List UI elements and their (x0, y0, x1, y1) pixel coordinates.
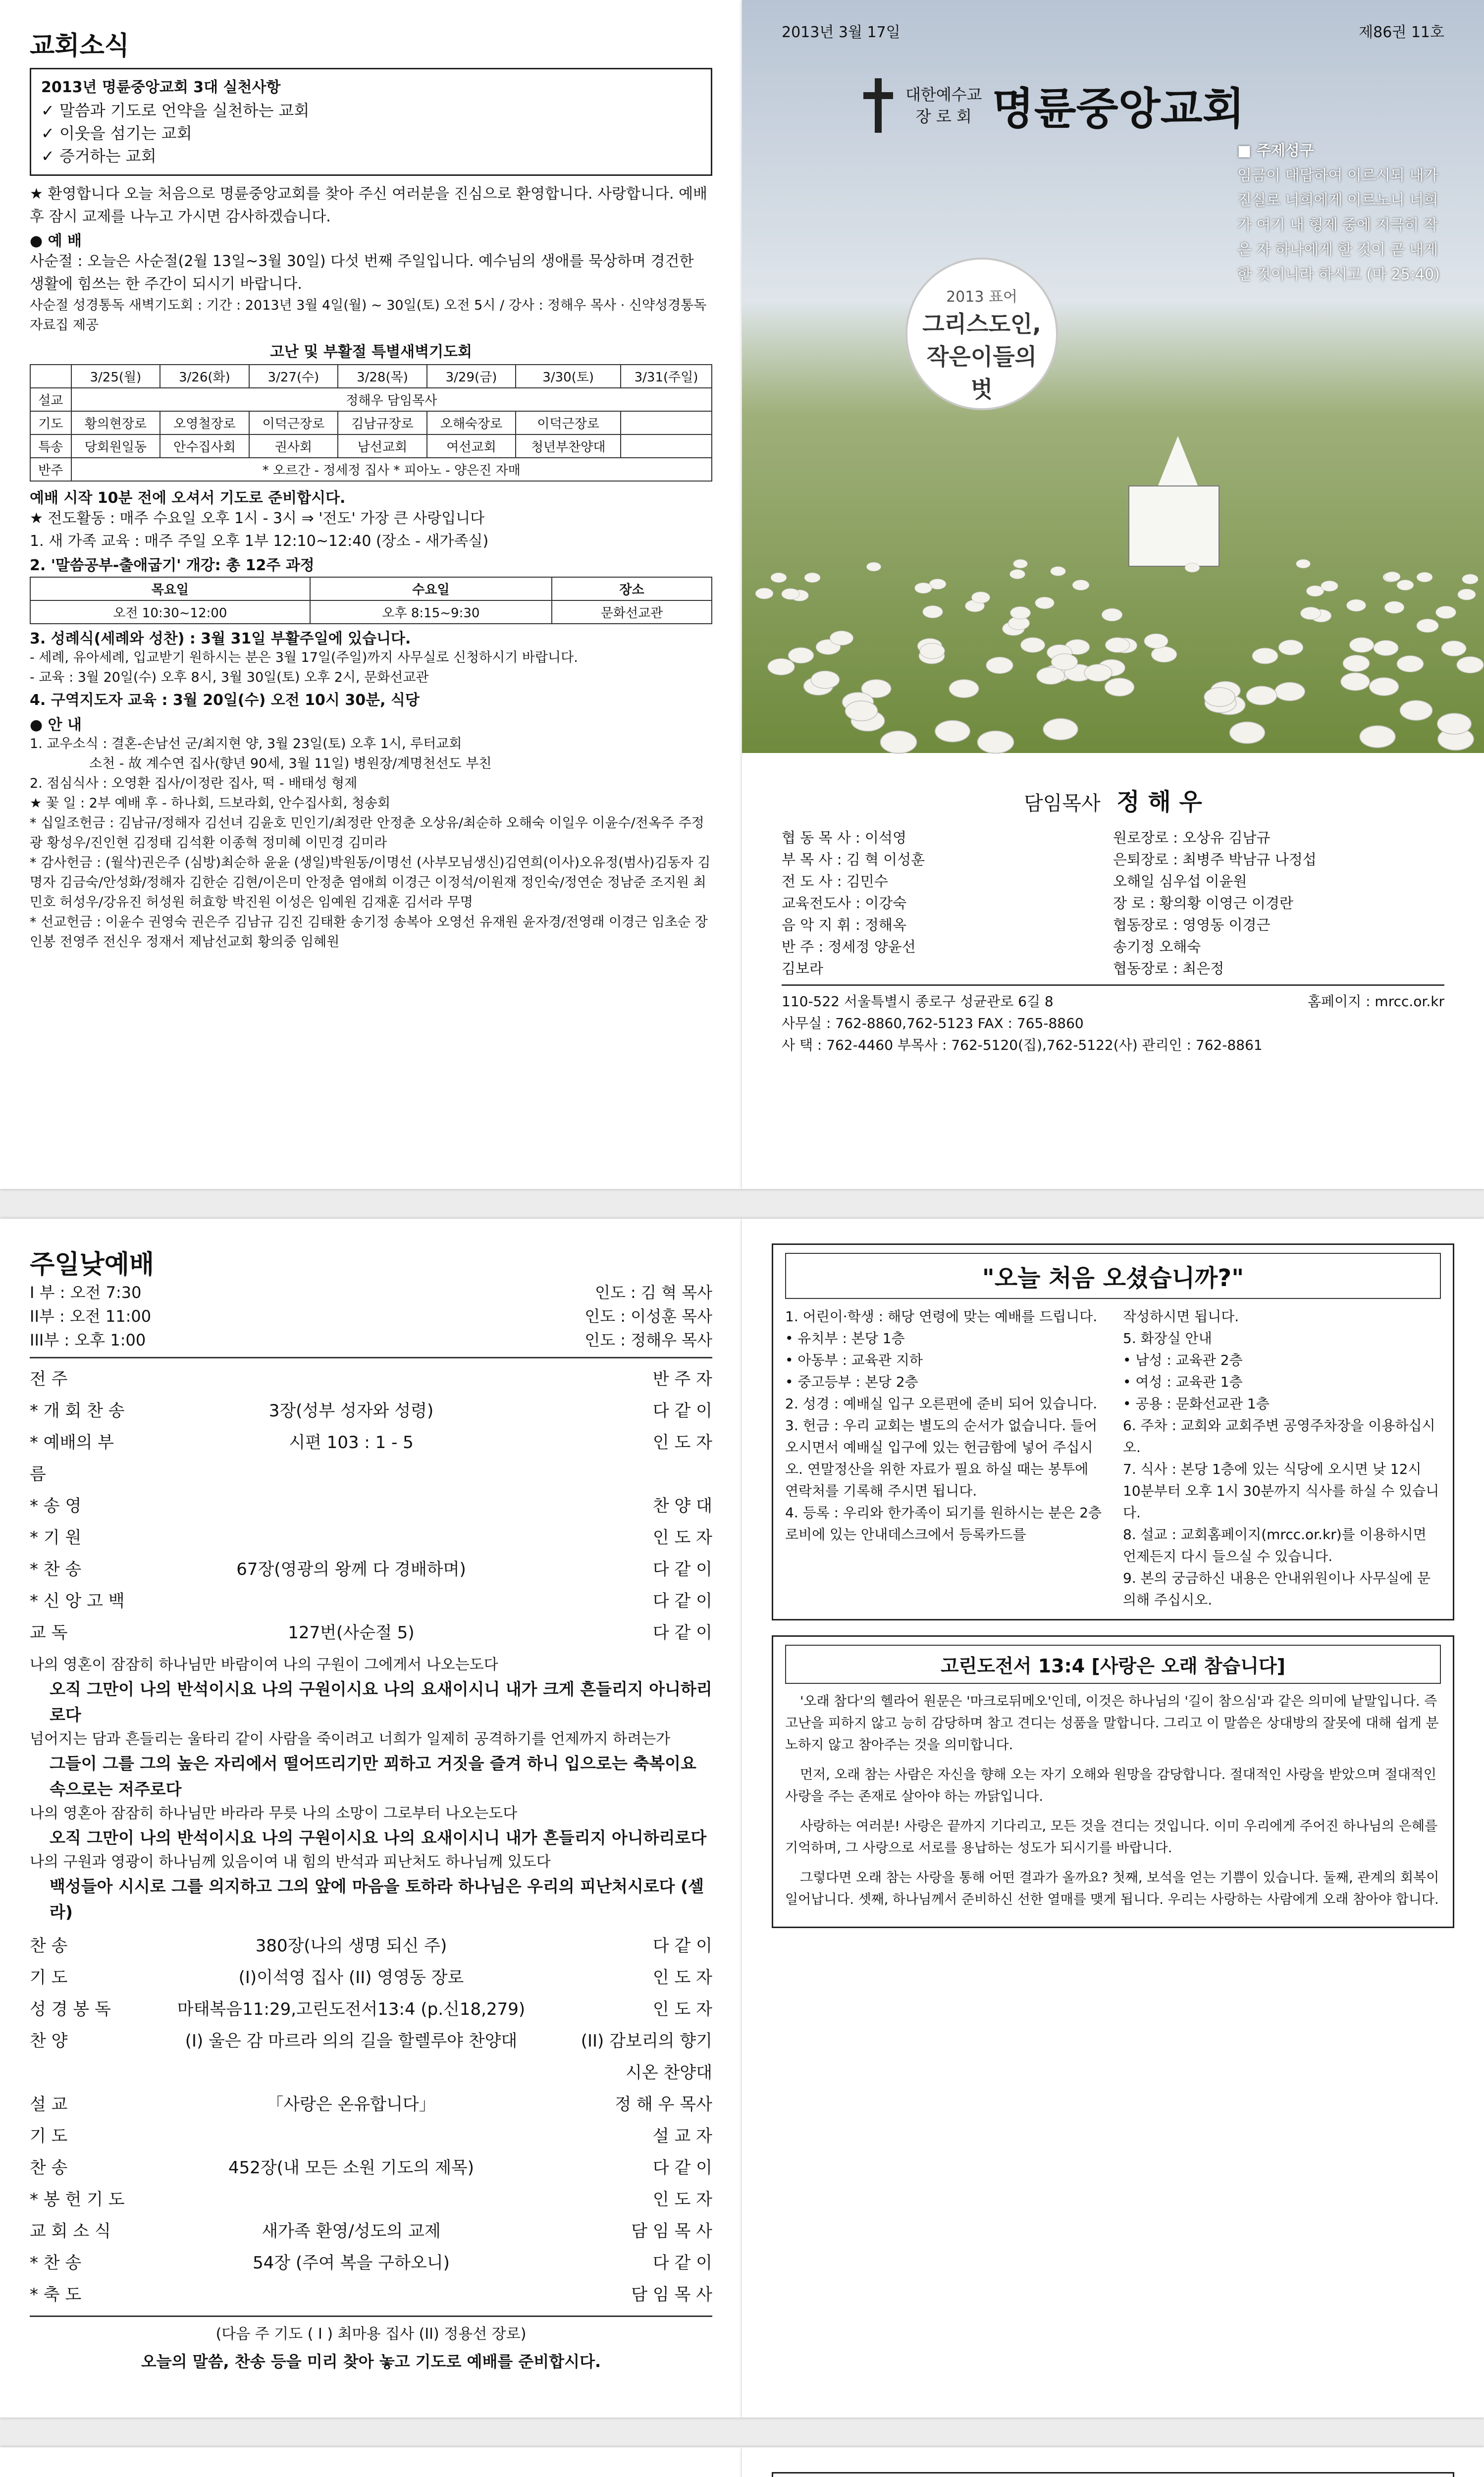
sermon-summary (785, 1691, 1441, 1911)
guide-item: 2. 점심식사 : 오영환 집사/이정란 집사, 떡 - 배태성 형제 (30, 776, 358, 791)
sheep-shape (915, 583, 933, 593)
news-title: 교회소식 (30, 31, 129, 61)
welcome-item: 5. 화장실 안내 (1123, 1330, 1212, 1346)
order-item-detail (129, 2279, 574, 2311)
order-item-detail (129, 1585, 574, 1617)
table-row: 반주 * 오르간 - 정세정 집사 * 피아노 - 양은진 자매 (30, 458, 712, 481)
order-item-leader: 담 임 목 사 (631, 2221, 712, 2241)
order-item-detail: (I)이석영 집사 (II) 영영동 장로 (238, 1968, 464, 1988)
sheep-shape (977, 731, 1014, 754)
sunday-worship-title: 주일낮예배 (30, 1250, 155, 1280)
order-item-label: 전 주 (30, 1369, 68, 1389)
holyweek-table (30, 364, 712, 482)
bible-study-title: 2. '말씀공부-출애굽기' 개강: 총 12주 과정 (30, 557, 315, 574)
sheep-shape (771, 573, 787, 583)
preparation-note: 오늘의 말씀, 찬송 등을 미리 찾아 놓고 기도로 예배를 준비합시다. (141, 2352, 601, 2371)
sermon-paragraph: 사랑하는 여러분! 사랑은 끝까지 기다리고, 모든 것을 견디는 것입니다. 이미 우리에게 주어진 하나님의 은혜를 기억하며, 그 사랑으로 서로를 용납하는 성도가 되시기를 바랍니다. (785, 1819, 1438, 1856)
sheep-shape (1374, 640, 1399, 656)
order-item-leader: 설 교 자 (652, 2126, 712, 2146)
order-item-leader: 다 같 이 (652, 1401, 712, 1421)
church-name: 명륜중앙교회 (992, 83, 1245, 134)
holyweek-note: 예배 시작 10분 전에 오셔서 기도로 준비합시다. (30, 489, 346, 507)
order-item-leader: (II) 감보리의 향기 시온 찬양대 (581, 2031, 712, 2083)
motto-badge: 2013 표어 그리스도인, 작은이들의 벗 (905, 258, 1058, 410)
order-row (30, 1617, 712, 1649)
theme-verse-title: ■ 주제성구 (1237, 142, 1314, 160)
holyweek-title: 고난 및 부활절 특별새벽기도회 (269, 343, 473, 361)
sheep-shape (919, 643, 945, 659)
sheep-shape (811, 671, 840, 689)
guide-item: ★ 꽃 일 : 2부 예배 후 - 하나회, 드보라회, 안수집사회, 청송회 (30, 796, 391, 811)
sheep-shape (1384, 572, 1400, 582)
order-row (30, 1522, 712, 1554)
responsive-line: 넘어지는 담과 흔들리는 울타리 같이 사람을 죽이려고 너희가 일제히 공격하기를 언제까지 하려는가 (30, 1730, 671, 1748)
sheep-shape (986, 657, 1013, 674)
responsive-line: 오직 그만이 나의 반석이시요 나의 구원이시요 나의 요새이시니 내가 흔들리지 아니하리로다 (50, 1828, 707, 1847)
sheep-shape (1072, 580, 1089, 591)
sheep-shape (867, 562, 882, 572)
order-item-leader: 정 해 우 목사 (615, 2095, 712, 2114)
responsive-line: 나의 영혼아 잠잠히 하나님만 바라라 무릇 나의 소망이 그로부터 나오는도다 (30, 1805, 518, 1822)
order-item-detail: 127번(사순절 5) (288, 1623, 415, 1643)
table-row: 설교 정해우 담임목사 (30, 388, 712, 411)
afternoon-worship-title (30, 2472, 712, 2477)
welcome-item: 4. 등록 : 우리와 한가족이 되기를 원하시는 분은 2층 로비에 있는 안내데스크에서 등록카드를 (785, 1505, 1102, 1543)
order-item-detail (129, 2184, 574, 2215)
sheep-shape (1296, 559, 1310, 568)
worship-order-continued (30, 1930, 712, 2311)
church-address: 110-522 서울특별시 종로구 성균관로 6길 8 (782, 993, 1054, 1010)
order-item-leader: 다 같 이 (652, 2158, 712, 2178)
welcome-item: • 중고등부 : 본당 2층 (785, 1374, 918, 1390)
sheep-shape (755, 588, 773, 599)
sheep-shape (1384, 601, 1404, 613)
bulletin-page-welcome-sermon (742, 1219, 1484, 2418)
sheep-shape (1359, 725, 1395, 748)
order-row (30, 1585, 712, 1617)
welcome-item: 2. 성경 : 예배실 입구 오른편에 준비 되어 있습니다. (785, 1396, 1098, 1412)
practice-item: ✓ 이웃을 섬기는 교회 (41, 124, 192, 143)
welcome-item: 7. 식사 : 본당 1층에 있는 식당에 오시면 낮 12시 10분부터 오후 1시 30분까지 식사를 하실 수 있습니다. (1123, 1461, 1439, 1521)
bulletin-page-news (0, 0, 742, 1189)
order-row (30, 1993, 712, 2025)
order-item-label: * 개 회 찬 송 (30, 1401, 125, 1421)
order-item-label: 설 교 (30, 2095, 68, 2114)
order-item-detail: (I) 울은 감 마르라 의의 길을 할렐루야 찬양대 (185, 2031, 518, 2051)
order-row (30, 2247, 712, 2279)
order-row (30, 1962, 712, 1993)
welcome-right-column (1123, 1306, 1441, 1611)
order-row (30, 2025, 712, 2089)
order-item-detail: 54장 (주여 복을 구하오니) (253, 2253, 450, 2273)
order-item-leader: 찬 양 대 (652, 1496, 712, 1516)
welcome-title: "오늘 처음 오셨습니까?" (785, 1253, 1441, 1299)
responsive-line: 그들이 그를 그의 높은 자리에서 떨어뜨리기만 꾀하고 거짓을 즐겨 하니 입으로는 축복이요 속으로는 저주로다 (50, 1754, 696, 1799)
sheep-shape (1246, 686, 1277, 705)
practice-box (30, 68, 712, 176)
sheep-shape (1102, 608, 1122, 621)
table-row: 기도 황의현장로 오영철장로 이덕근장로 김남규장로 오해숙장로 이덕근장로 (30, 411, 712, 434)
order-row (30, 2184, 712, 2215)
sheep-shape (1105, 637, 1130, 652)
order-item-leader: 인 도 자 (652, 2190, 712, 2209)
order-item-leader: 다 같 이 (652, 1936, 712, 1956)
order-item-leader: 인 도 자 (652, 1433, 712, 1453)
sermon-title: 고린도전서 13:4 [사랑은 오래 참습니다] (785, 1645, 1441, 1684)
bible-study-table (30, 577, 712, 624)
welcome-item: 1. 어린이·학생 : 해당 연령에 맞는 예배를 드립니다. (785, 1308, 1098, 1325)
order-item-detail (129, 1522, 574, 1554)
sheep-shape (1105, 678, 1134, 697)
worship-heading: ● 예 배 (30, 232, 82, 250)
bulletin-page-calendar-missions (742, 2447, 1484, 2477)
sheep-shape (935, 720, 970, 742)
order-item-detail: 380장(나의 생명 되신 주) (255, 1936, 447, 1956)
table-row: 목요일 수요일 장소 (30, 577, 712, 600)
order-item-label: * 기 원 (30, 1528, 82, 1548)
worship-order (30, 1363, 712, 1649)
order-item-label: 찬 양 (30, 2031, 68, 2051)
guide-item: 소천 - 故 계수연 집사(향년 90세, 3월 11일) 병원장/계명천선도 부친 (89, 756, 492, 771)
order-item-leader: 반 주 자 (652, 1369, 712, 1389)
sheep-shape (1369, 677, 1399, 696)
welcome-item: • 유치부 : 본당 1층 (785, 1330, 905, 1346)
order-item-label: 성 경 봉 독 (30, 1999, 111, 2019)
sheep-shape (1462, 574, 1479, 585)
staff-row: 교육전도사 : 이강숙 장 로 : 황의황 이영근 이경란 (782, 895, 1294, 912)
sheep-shape (830, 631, 853, 646)
order-row (30, 2152, 712, 2184)
sheep-shape (1274, 682, 1305, 701)
order-item-label: 기 도 (30, 1968, 68, 1988)
order-item-leader: 인 도 자 (652, 1999, 712, 2019)
sheep-shape (1416, 619, 1438, 633)
order-item-label: 교 회 소 식 (30, 2221, 111, 2241)
sheep-shape (1252, 648, 1278, 664)
order-row (30, 2120, 712, 2152)
sheep-shape (1349, 637, 1374, 652)
order-item-detail: 67장(영광의 왕께 다 경배하며) (236, 1560, 466, 1579)
guide-item: * 선교헌금 : 이윤수 권영숙 권은주 김남규 김진 김태환 송기정 송복아 오영선 유재원 윤자경/전영래 이경근 임초순 장인봉 전영주 전신우 정재서 제남선교회 황의중 임혜원 (30, 915, 708, 950)
sheep-shape (949, 679, 979, 698)
order-row (30, 2089, 712, 2120)
welcome-item: • 여성 : 교육관 1층 (1123, 1374, 1243, 1390)
sheep-shape (1441, 641, 1466, 656)
bulletin-page-sunday-worship (0, 1219, 742, 2418)
order-item-label: * 찬 송 (30, 2253, 82, 2273)
sheep-shape (1051, 653, 1078, 670)
guide-item: * 감사헌금 : (월삭)권은주 (심방)최순하 윤윤 (생일)박원동/이명선 (사부모님생신)김연희(이사)오유정(범사)김동자 김명자 김금숙/안성화/정해자 김한순 김현/이은미 안정춘 염애희 이경근 이정석/이원재 정인숙/정연순 정남준 조지원 최민호 허성우/강유진 허성원 허효항 박진원 이성은 임예원 김재훈 김서라 무명 (30, 855, 711, 910)
order-item-leader: 다 같 이 (652, 1623, 712, 1643)
sheep-shape (1300, 607, 1321, 620)
lent-note: 사순절 : 오늘은 사순절(2월 13일~3월 30일) 다섯 번째 주일입니다. 예수님의 생애를 묵상하며 경건한 생활에 힘쓰는 한 주간이 되시기 바랍니다. (30, 253, 694, 293)
bulletin-cover (742, 0, 1484, 1189)
lent-revival-note: 사순절 성경통독 새벽기도회 : 기간 : 2013년 3월 4일(월) ~ 30일(토) 오전 5시 / 강사 : 정해우 목사 · 신약성경통독 자료집 제공 (30, 298, 707, 333)
sheep-shape (1184, 563, 1199, 573)
responsive-line: 백성들아 시시로 그를 의지하고 그의 앞에 마음을 토하라 하나님은 우리의 피난처시로다 (셀라) (50, 1877, 704, 1922)
newfamily-note: 1. 새 가족 교육 : 매주 주일 오후 1부 12:10~12:40 (장소 - 새가족실) (30, 533, 489, 550)
pastor-name: 정 해 우 (1116, 788, 1202, 816)
sheep-shape (788, 647, 814, 663)
service-time: III부 : 오후 1:00 인도 : 정해우 목사 (30, 1331, 712, 1349)
responsive-line: 나의 구원과 영광이 하나님께 있음이여 내 힘의 반석과 피난처도 하나님께 있도다 (30, 1853, 551, 1871)
sheep-shape (1009, 569, 1025, 579)
other-phones: 사 택 : 762-4460 부목사 : 762-5120(집),762-5122(사) 관리인 : 762-8861 (782, 1037, 1263, 1053)
denomination-line1: 대한예수교 (905, 85, 982, 104)
sheep-shape (1458, 589, 1476, 600)
welcome-note: ★ 환영합니다 오늘 처음으로 명륜중앙교회를 찾아 주신 여러분을 진심으로 환영합니다. 사랑합니다. 예배 후 잠시 교제를 나누고 가시면 감사하겠습니다. (30, 185, 708, 225)
sheep-shape (1416, 572, 1432, 582)
sermon-paragraph: 그렇다면 오래 참는 사랑을 통해 어떤 결과가 올까요? 첫째, 보석을 얻는 기쁨이 있습니다. 둘째, 관계의 회복이 일어납니다. 셋째, 하나님께서 준비하신 선한 열매를 맺게 됩니다. 우리는 사랑하는 사람에게 오래 참아야 합니다. (785, 1870, 1439, 1907)
sheep-shape (1396, 655, 1424, 672)
order-row (30, 1395, 712, 1427)
order-row (30, 1427, 712, 1490)
theme-verse: 임금이 대답하여 이르시되 내가 진실로 너희에게 이르노니 너희가 여기 내 형제 중에 지극히 작은 자 하나에게 한 것이 곧 내게 한 것이니라 하시고 (마 25:40) (1237, 167, 1440, 283)
bulletin-date: 2013년 3월 17일 (782, 24, 901, 41)
guide-heading: ● 안 내 (30, 716, 82, 734)
sheep-shape (1151, 646, 1176, 663)
order-row (30, 1363, 712, 1395)
sheep-shape (1435, 606, 1456, 619)
baptism-detail: - 세례, 유아세례, 입교받기 원하시는 분은 3월 17일(주일)까지 사무실로 신청하시기 바랍니다. (30, 650, 578, 665)
bulletin-page-other-services (0, 2447, 742, 2477)
church-homepage: 홈페이지 : mrcc.or.kr (1308, 993, 1444, 1010)
sheep-shape (845, 701, 878, 722)
welcome-item: • 아동부 : 교육관 지하 (785, 1352, 923, 1368)
order-item-label: * 신 앙 고 백 (30, 1591, 125, 1611)
staff-row: 반 주 : 정세정 양윤선 송기정 오해숙 (782, 938, 1201, 955)
baptism-edu: - 교육 : 3월 20일(수) 오후 8시, 3월 30일(토) 오후 2시, 문화선교관 (30, 670, 429, 685)
church-building-illustration (1128, 485, 1219, 567)
welcome-item: 작성하시면 됩니다. (1123, 1308, 1239, 1325)
welcome-item: • 남성 : 교육관 2층 (1123, 1352, 1243, 1368)
order-item-detail: 「사랑은 온유합니다」 (266, 2095, 436, 2114)
sheep-shape (1343, 655, 1370, 672)
baptism-note: 3. 성례식(세례와 성찬) : 3월 31일 부활주일에 있습니다. (30, 630, 411, 647)
next-week-prayer: (다음 주 기도 ( I ) 최마용 집사 (II) 정용선 장로) (215, 2325, 527, 2343)
denomination-line2: 장 로 회 (915, 107, 972, 126)
staff-row: 협 동 목 사 : 이석영 원로장로 : 오상유 김남규 (782, 829, 1271, 846)
sheep-shape (1278, 640, 1303, 655)
responsive-line: 나의 영혼이 잠잠히 하나님만 바람이여 나의 구원이 그에게서 나오는도다 (30, 1656, 498, 1673)
pastor-label: 담임목사 (1024, 792, 1101, 815)
evangel-note: ★ 전도활동 : 매주 수요일 오후 1시 - 3시 ⇒ '전도' 가장 큰 사랑입니다 (30, 510, 485, 527)
sermon-paragraph: 먼저, 오래 참는 사람은 자신을 향해 오는 자기 오해와 원망을 감당합니다. 절대적인 사랑을 받았으며 절대적인 사랑을 주는 존재로 살아야 하는 까닭입니다. (785, 1767, 1436, 1804)
responsive-line: 오직 그만이 나의 반석이시요 나의 구원이시요 나의 요새이시니 내가 크게 흔들리지 아니하리로다 (50, 1679, 712, 1724)
order-row (30, 2215, 712, 2247)
table-row: 특송 당회원일동 안수집사회 권사회 남선교회 여선교회 청년부찬양대 (30, 434, 712, 458)
guide-item: * 십일조헌금 : 김남규/정해자 김선녀 김윤호 민인기/최정란 안정춘 오상유/최순하 오해숙 이일우 이윤수/전옥주 주정광 황성우/진인현 김정태 김석환 이종혁 정미혜 이민경 김미라 (30, 815, 704, 851)
practice-item: ✓ 증거하는 교회 (41, 147, 157, 165)
order-row (30, 2279, 712, 2311)
sheep-shape (1346, 599, 1366, 612)
staff-row: 전 도 사 : 김민수 오해일 심우섭 이윤원 (782, 873, 1247, 890)
leader-edu-note: 4. 구역지도자 교육 : 3월 20일(수) 오전 10시 30분, 식당 (30, 692, 420, 709)
sheep-shape (781, 589, 799, 600)
staff-row: 부 목 사 : 김 혁 이성훈 은퇴장로 : 최병주 박남규 나정섭 (782, 851, 1317, 868)
welcome-item: 9. 본의 궁금하신 내용은 안내위원이나 사무실에 문의해 주십시오. (1123, 1570, 1431, 1608)
sheep-shape (804, 573, 821, 583)
guide-item: 1. 교우소식 : 결혼-손남선 군/최지현 양, 3월 23일(토) 오후 1시, 루터교회 (30, 736, 462, 752)
order-item-label: 기 도 (30, 2126, 68, 2146)
sermon-paragraph: '오래 참다'의 헬라어 원문은 '마크로뒤메오'인데, 이것은 하나님의 '길이 참으심'과 같은 의미에 낱말입니다. 즉 고난을 피하지 않고 능히 감당하며 참고 견디는 성품을 말합니다. 그리고 이 말씀은 상대방의 잘못에 대해 쉽게 분노하지 않고 참아주는 것을 의미합니다. (785, 1694, 1439, 1753)
order-item-label: * 축 도 (30, 2285, 82, 2305)
welcome-item: • 공용 : 문화선교관 1층 (1123, 1396, 1270, 1412)
order-row (30, 1554, 712, 1585)
sheep-shape (1400, 700, 1433, 721)
sheep-shape (922, 605, 943, 618)
sheep-shape (1396, 580, 1414, 591)
order-item-label: 찬 송 (30, 2158, 68, 2178)
table-row: 오전 10:30~12:00 오후 8:15~9:30 문화선교관 (30, 600, 712, 624)
order-item-leader: 다 같 이 (652, 1560, 712, 1579)
order-item-label: * 예배의 부름 (30, 1433, 114, 1484)
sheep-shape (1035, 596, 1054, 609)
office-phone: 사무실 : 762-8860,762-5123 FAX : 765-8860 (782, 1015, 1084, 1031)
order-item-leader: 다 같 이 (652, 2253, 712, 2273)
welcome-item: 3. 헌금 : 우리 교회는 별도의 순서가 없습니다. 들어 오시면서 예배실 입구에 있는 헌금함에 넣어 주십시오. 연말정산을 위한 자료가 필요 하실 때는 봉투에 연락처를 기록해 주시면 됩니다. (785, 1417, 1098, 1499)
sheep-shape (971, 592, 990, 603)
order-item-label: 교 독 (30, 1623, 68, 1643)
welcome-item: 6. 주차 : 교회와 교회주변 공영주차장을 이용하십시오. (1123, 1417, 1435, 1455)
table-row: 3/25(월) 3/26(화) 3/27(수) 3/28(목) 3/29(금) 3/30(토) 3/31(주일) (30, 365, 712, 388)
staff-row: 음 악 지 휘 : 정해옥 협동장로 : 영영동 이경근 (782, 916, 1271, 933)
cross-icon (861, 78, 896, 133)
order-item-detail: 시편 103 : 1 - 5 (289, 1433, 414, 1453)
sheep-shape (1229, 722, 1265, 744)
order-item-leader: 인 도 자 (652, 1968, 712, 1988)
order-item-leader: 인 도 자 (652, 1528, 712, 1548)
order-item-label: * 봉 헌 기 도 (30, 2190, 125, 2209)
order-item-detail: 새가족 환영/성도의 교제 (262, 2221, 441, 2241)
order-item-detail (129, 1363, 574, 1395)
order-item-label: 찬 송 (30, 1936, 68, 1956)
sheep-shape (1084, 664, 1113, 682)
responsive-reading (30, 1654, 712, 1925)
sheep-shape (1341, 673, 1371, 691)
staff-row: 김보라 협동장로 : 최은정 (782, 960, 1224, 977)
sheep-shape (1013, 559, 1027, 568)
order-item-label: * 찬 송 (30, 1560, 82, 1579)
welcome-left-column (785, 1306, 1103, 1611)
sheep-shape (1321, 581, 1338, 592)
order-item-label: * 송 영 (30, 1496, 82, 1516)
order-item-detail (129, 2120, 574, 2152)
sheep-shape (1043, 718, 1078, 740)
order-item-leader: 담 임 목 사 (631, 2285, 712, 2305)
sheep-shape (880, 731, 917, 754)
sheep-shape (1050, 566, 1065, 576)
service-time: I 부 : 오전 7:30 인도 : 김 혁 목사 (30, 1283, 712, 1302)
service-time: II부 : 오전 11:00 인도 : 이성훈 목사 (30, 1307, 712, 1326)
sheep-shape (1456, 656, 1484, 674)
sheep-shape (1010, 606, 1031, 619)
order-row (30, 1930, 712, 1962)
practice-item: ✓ 말씀과 기도로 언약을 실천하는 교회 (41, 101, 310, 120)
order-row (30, 1490, 712, 1522)
order-item-leader: 다 같 이 (652, 1591, 712, 1611)
practice-box-title: 2013년 명륜중앙교회 3대 실천사항 (41, 79, 281, 96)
order-item-detail: 마태복음11:29,고린도전서13:4 (p.신18,279) (177, 1999, 526, 2019)
welcome-item: 8. 설교 : 교회홈페이지(mrcc.or.kr)를 이용하시면 언제든지 다시 들으실 수 있습니다. (1123, 1526, 1427, 1564)
order-item-detail (129, 1490, 574, 1522)
sheep-shape (1020, 637, 1045, 652)
order-item-detail: 3장(성부 성자와 성령) (268, 1401, 434, 1421)
order-item-detail: 452장(내 모든 소원 기도의 제목) (228, 2158, 474, 2178)
sheep-shape (767, 658, 795, 675)
bulletin-issue: 제86권 11호 (1359, 24, 1444, 41)
